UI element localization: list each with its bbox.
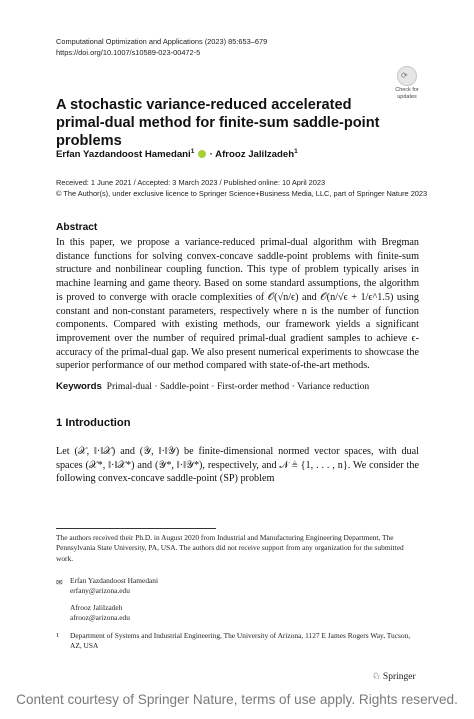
badge-text-line2: updates — [397, 93, 417, 100]
affiliation-marker: 1 — [190, 148, 195, 155]
author-separator: · — [207, 149, 216, 160]
abstract-body — [56, 236, 419, 373]
contact-name: Erfan Yazdandoost Hamedani — [70, 576, 159, 585]
abstract-paragraph: In this paper, we propose a variance-reduced primal-dual algorithm with Bregman distance functions for solving convex-concave saddle-point problems with finite-sum structure and nonbilinear coupling function. This type of problem typically arises in machine learning and game theory. Based on some standard assumptions, the algorithm is proved to converge with oracle complexities of 𝒪(√n/ϵ) and 𝒪(n/√ϵ + 1/ϵ^1.5) using constant and non-constant parameters, respectively where n is the number of function components. Compared with existing methods, our framework yields a significant improvement over the number of required primal-dual gradient samples to achieve ϵ-accuracy of the primal-dual gap. We also present numerical experiments to showcase the superior performance of our method compared with state-of-the-art methods. — [56, 237, 419, 372]
affiliation-text: Department of Systems and Industrial Engineering, The University of Arizona, 1127 E James Rogers Way, Tucson, AZ, USA — [70, 631, 411, 651]
section-heading-introduction: 1 Introduction — [56, 417, 131, 429]
publisher-name: Springer — [382, 672, 416, 682]
copyright-line: © The Author(s), under exclusive licence to Springer Science+Business Media, LLC, part of Springer Nature 2023 — [56, 188, 428, 198]
footnote-divider — [56, 528, 216, 529]
springer-logo — [372, 671, 416, 682]
contact-email[interactable]: erfany@arizona.edu — [70, 586, 130, 596]
article-title: A stochastic variance-reduced accelerated primal-dual method for finite-sum saddle-point problems — [56, 97, 380, 149]
intro-paragraph: Let (𝒳, ‖·‖𝒳) and (𝒴, ‖·‖𝒴) be finite-dimensional normed vector spaces, with dual spaces (𝒳*, ‖·‖𝒳*) and (𝒴*, ‖·‖𝒴*), respectively, and 𝒩 ≜ {1, . . . , n}. We consider the following convex-concave saddle-point (SP) problem — [56, 446, 419, 485]
contact-block — [70, 576, 410, 623]
affiliation-marker: 1 — [294, 148, 298, 155]
journal-header — [56, 37, 267, 58]
contact-email[interactable]: afrooz@arizona.edu — [70, 612, 130, 622]
author-note: The authors received their Ph.D. in August 2020 from Industrial and Manufacturing Engineering Department, The Pennsylvania State University, PA, USA. The authors did not receive support from any organization for the submitted work. — [56, 533, 404, 563]
orcid-icon[interactable] — [198, 150, 206, 158]
journal-citation: Computational Optimization and Applications (2023) 85:653–679 — [56, 37, 268, 46]
author-line — [56, 148, 298, 160]
keywords — [56, 381, 369, 392]
abstract-heading: Abstract — [56, 222, 98, 233]
badge-text-line1: Check for — [395, 87, 419, 93]
springer-horse-icon: ♘ — [372, 672, 381, 682]
envelope-icon: ✉ — [56, 578, 63, 587]
publication-dates — [56, 178, 427, 199]
introduction-body — [56, 445, 419, 486]
author-name[interactable]: Afrooz Jalilzadeh — [215, 149, 295, 160]
courtesy-notice: Content courtesy of Springer Nature, terms of use apply. Rights reserved. — [16, 692, 458, 707]
dates-line: Received: 1 June 2021 / Accepted: 3 March 2023 / Published online: 10 April 2023 — [56, 178, 326, 187]
bookmark-icon: ⟳ — [397, 66, 417, 86]
keywords-label: Keywords — [56, 381, 102, 392]
keywords-list: Primal-dual · Saddle-point · First-order method · Variance reduction — [106, 381, 370, 392]
author-name[interactable]: Erfan Yazdandoost Hamedani — [56, 149, 191, 160]
check-for-updates-badge[interactable] — [390, 66, 424, 104]
doi-link[interactable]: https://doi.org/10.1007/s10589-023-00472-5 — [56, 47, 201, 57]
contact-name: Afrooz Jalilzadeh — [70, 602, 123, 612]
affiliation-number: 1 — [56, 632, 60, 639]
